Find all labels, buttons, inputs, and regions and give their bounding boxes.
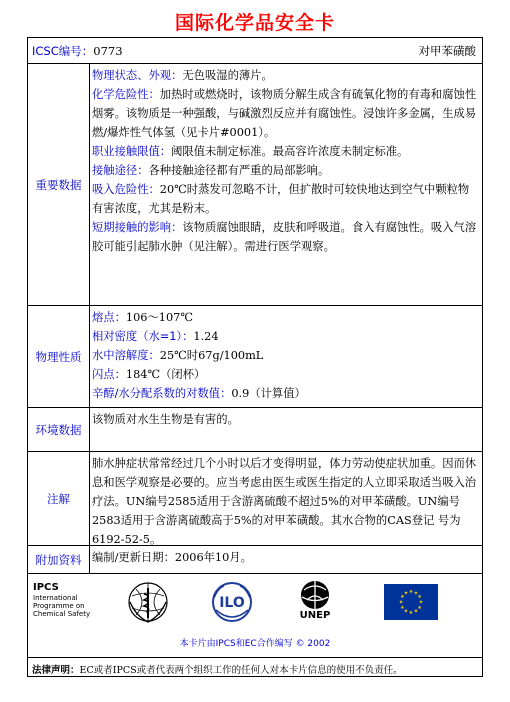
- environment-text: 该物质对水生生物是有害的。: [92, 413, 239, 426]
- additional-text: 编制/更新日期：2006年10月。: [92, 551, 252, 564]
- svg-text:★: ★: [413, 608, 419, 615]
- footer-caption: 本卡片由IPCS和EC合作编写 © 2002: [179, 639, 331, 649]
- section-label-physical: 物理性质: [28, 306, 90, 407]
- svg-text:★: ★: [400, 604, 405, 611]
- svg-text:★: ★: [408, 589, 414, 595]
- environment-section: [28, 408, 482, 452]
- svg-text:★: ★: [413, 590, 419, 597]
- footer-logos: [28, 574, 482, 658]
- svg-text:★: ★: [408, 610, 414, 616]
- unep-label: UNEP: [299, 610, 331, 621]
- notes-text: 肺水肿症状常常经过几个小时以后才变得明显，体力劳动使症状加重。因而休息和医学观察是必要的。应当考虑由医生或医生指定的人立即采取适当吸入治疗法。UN编号2585适用于含游离硫酸不超过5%的对甲苯磺酸。UN编号2583适用于含游离硫酸高于5%的对甲苯磺酸。其水合物的CAS登记 号为6192-52-5。: [92, 457, 477, 546]
- section-label-notes: 注解: [28, 452, 90, 545]
- ipcs-line: Chemical Safety: [33, 610, 91, 618]
- unep-logo: [290, 578, 340, 626]
- eu-flag-icon: [384, 584, 438, 624]
- item-appearance: 物理状态、外观：无色吸湿的薄片。: [92, 69, 273, 82]
- icsc-number: 0773: [93, 44, 123, 58]
- ipcs-title: IPCS: [33, 582, 59, 593]
- prop-melting-point: 熔点：106～107℃: [92, 311, 193, 324]
- ipcs-line: International: [33, 594, 78, 602]
- prop-log-kow: 辛醇/水分配系数的对数值：0.9（计算值）: [92, 387, 306, 400]
- svg-text:★: ★: [403, 590, 409, 597]
- svg-text:★: ★: [398, 599, 404, 606]
- icsc-label: ICSC编号：: [32, 44, 94, 58]
- important-content: [92, 66, 478, 256]
- item-short-term-effects: 短期接触的影响：该物质腐蚀眼睛，皮肤和呼吸道。食入有腐蚀性。吸入气溶胶可能引起肺水肿（见注解）。需进行医学观察。: [92, 221, 477, 253]
- physical-content: [92, 308, 478, 403]
- legal-label: 法律声明：: [32, 665, 80, 676]
- svg-text:★: ★: [418, 599, 424, 606]
- icsc-id: [32, 43, 123, 59]
- legal-text: EC或者IPCS或者代表两个组织工作的任何人对本卡片信息的使用不负责任。: [79, 665, 403, 676]
- prop-solubility: 水中溶解度：25℃时67g/100mL: [92, 349, 264, 362]
- additional-section: [28, 546, 482, 574]
- item-chemical-hazard: 化学危险性：加热时或燃烧时，该物质分解生成含有硫氧化物的有毒和腐蚀性烟雾。该物质是一种强酸，与碱激烈反应并有腐蚀性。浸蚀许多金属，生成易燃/爆炸性气体氢（见卡片#0001）。: [92, 88, 477, 139]
- important-data-section: [28, 64, 482, 306]
- prop-density: 相对密度（水=1）：1.24: [92, 330, 219, 343]
- item-inhalation-risk: 吸入危险性：20℃时蒸发可忽略不计，但扩散时可较快地达到空气中颗粒物有害浓度，尤其是粉末。: [92, 183, 470, 215]
- legal-notice: [32, 662, 403, 676]
- ipcs-line: Programme on: [33, 602, 85, 610]
- svg-text:★: ★: [417, 594, 422, 601]
- section-label-additional: 附加资料: [28, 546, 90, 573]
- safety-card: [27, 37, 483, 677]
- svg-text:★: ★: [403, 608, 409, 615]
- card-title: 国际化学品安全卡: [174, 12, 335, 34]
- svg-text:★: ★: [400, 594, 405, 601]
- svg-text:★: ★: [417, 604, 422, 611]
- item-exposure-limits: 职业接触限值：阈限值未制定标准。最高容许浓度未制定标准。: [92, 145, 409, 158]
- card-header: [28, 38, 482, 64]
- ipcs-block: [33, 582, 90, 618]
- section-label-important: 重要数据: [28, 64, 90, 305]
- physical-properties-section: [28, 306, 482, 408]
- section-label-environment: 环境数据: [28, 408, 90, 451]
- notes-section: [28, 452, 482, 546]
- svg-text:ILO: ILO: [219, 595, 245, 611]
- substance-name: 对甲苯磺酸: [418, 44, 476, 58]
- ilo-logo-icon: [208, 580, 256, 628]
- prop-flash-point: 闪点：184℃（闭杯）: [92, 368, 206, 381]
- item-exposure-routes: 接触途径：各种接触途径都有严重的局部影响。: [92, 164, 330, 177]
- who-logo-icon: [126, 580, 170, 628]
